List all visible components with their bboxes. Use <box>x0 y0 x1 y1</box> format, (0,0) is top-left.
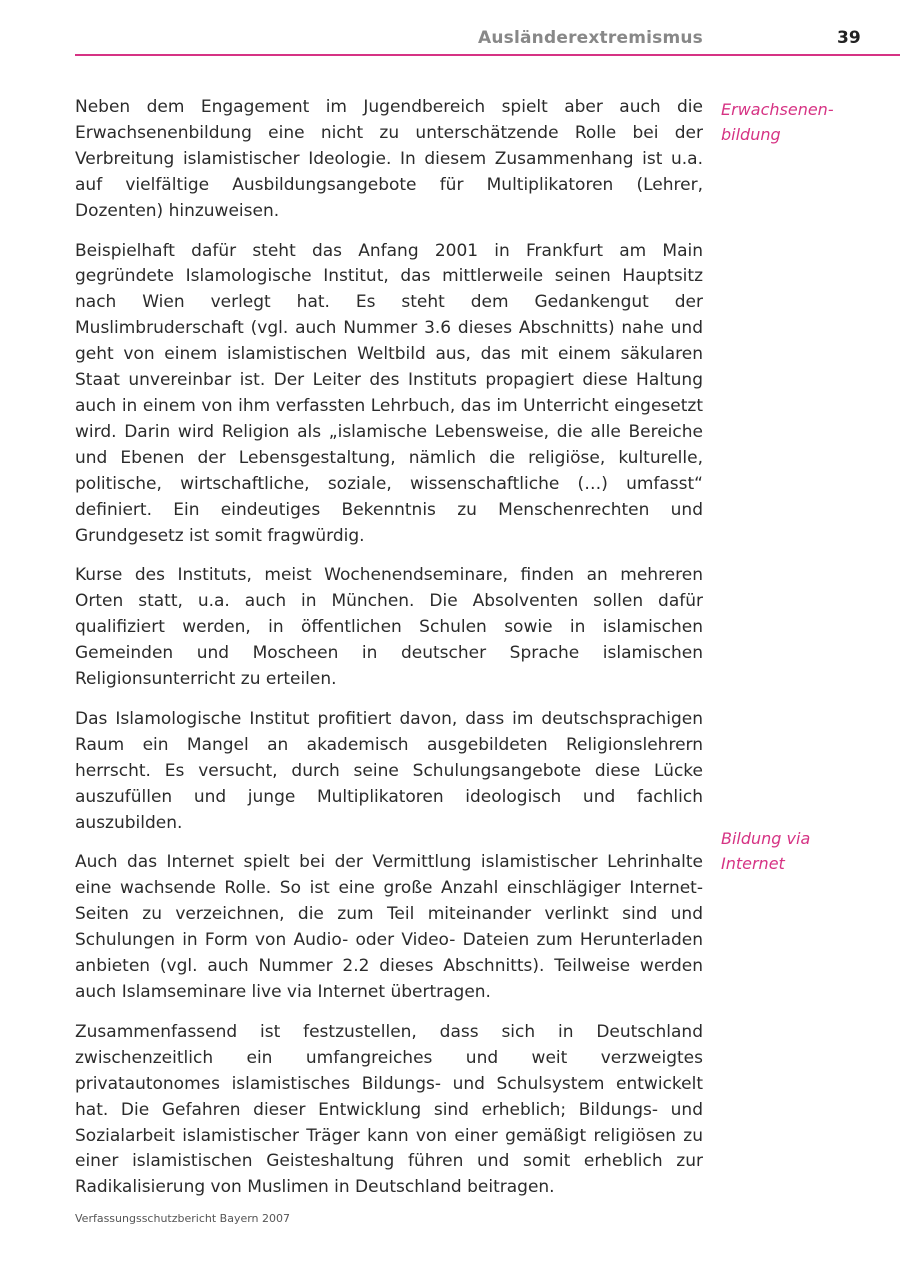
page-number: 39 <box>837 28 861 48</box>
header-divider <box>75 54 900 56</box>
paragraph: Neben dem Engagement im Jugendbereich spielt aber auch die Erwachsenenbildung eine nicht zu unterschätzende Rolle bei der Verbreitung islamistischer Ideologie. In diesem Zusammenhang ist u.a. auf vielfältige Ausbildungsangebote für Multiplikatoren (Lehrer, Dozenten) hinzuweisen. <box>75 97 703 221</box>
margin-note-adult-education: Erwachsenen- bildung <box>721 100 834 144</box>
paragraph: Kurse des Instituts, meist Wochenendseminare, finden an mehreren Orten statt, u.a. auch in München. Die Absolventen sollen dafür qualifiziert werden, in öffentlichen Schulen sowie in islamischen Gemeinden und Moscheen in deutscher Sprache islamischen Religionsunterricht zu erteilen. <box>75 565 703 690</box>
section-title: Ausländerextremismus <box>478 28 703 48</box>
paragraph: Zusammenfassend ist festzustellen, dass sich in Deutschland zwischenzeitlich ein umfangreiches und weit verzweigtes privatautonomes islamistisches Bildungs- und Schulsystem entwickelt hat. Die Gefahren dieser Entwicklung sind erheblich; Bildungs- und Sozialarbeit islamistischer Träger kann von einer gemäßigt religiösen zu einer islamistischen Geisteshaltung führen und somit erheblich zur Radikalisierung von Muslimen in Deutschland beitragen. <box>75 1021 703 1198</box>
margin-note-internet-education: Bildung via Internet <box>721 829 811 873</box>
page-footer: Verfassungsschutzbericht Bayern 2007 <box>75 1212 291 1225</box>
main-text <box>75 95 703 1215</box>
page-header <box>0 0 900 60</box>
paragraph: Das Islamologische Institut profitiert davon, dass im deutschsprachigen Raum ein Mangel an akademisch ausgebildeten Religionslehrern herrscht. Es versucht, durch seine Schulungsangebote diese Lücke auszufüllen und junge Multiplikatoren ideologisch und fachlich auszubilden. <box>75 708 703 833</box>
paragraph: Beispielhaft dafür steht das Anfang 2001 in Frankfurt am Main gegründete Islamologische Institut, das mittlerweile seinen Hauptsitz nach Wien verlegt hat. Es steht dem Gedankengut der Muslimbruderschaft (vgl. auch Nummer 3.6 dieses Abschnitts) nahe und geht von einem islamistischen Weltbild aus, das mit einem säkularen Staat unvereinbar ist. Der Leiter des Instituts propagiert diese Haltung auch in einem von ihm verfassten Lehrbuch, das im Unterricht eingesetzt wird. Darin wird Religion als „islamische Lebensweise, die alle Bereiche und Ebenen der Lebensgestaltung, nämlich die religiöse, kulturelle, politische, wirtschaftliche, soziale, wissenschaftliche (…) umfasst“ definiert. Ein eindeutiges Bekenntnis zu Menschenrechten und Grundgesetz ist somit fragwürdig. <box>75 240 703 546</box>
paragraph: Auch das Internet spielt bei der Vermittlung islamistischer Lehrinhalte eine wachsende Rolle. So ist eine große Anzahl einschlägiger Internet-Seiten zu verzeichnen, die zum Teil miteinander verlinkt sind und Schulungen in Form von Audio- oder Video- Dateien zum Herunterladen anbieten (vgl. auch Nummer 2.2 dieses Abschnitts). Teilweise werden auch Islamseminare live via Internet übertragen. <box>75 852 703 1002</box>
